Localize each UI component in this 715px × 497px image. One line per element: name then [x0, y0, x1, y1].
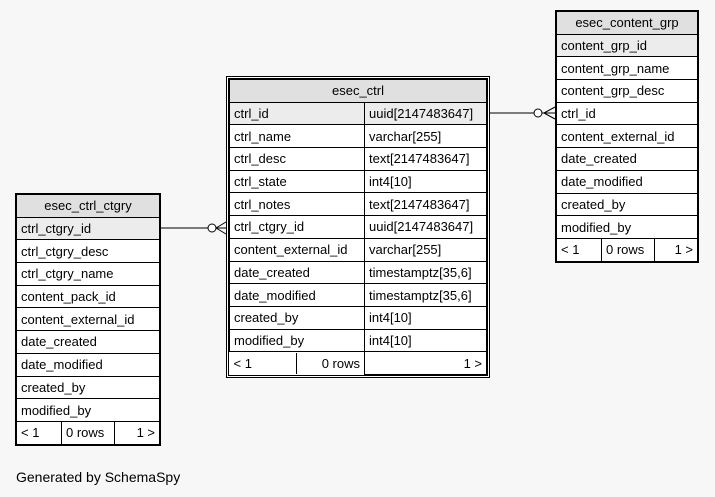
column-name[interactable]: ctrl_name	[230, 125, 365, 148]
column-type: timestamptz[35,6]	[365, 284, 487, 307]
column-type: int4[10]	[365, 306, 487, 329]
table-title[interactable]: esec_ctrl	[230, 80, 487, 103]
column-row[interactable]: date_created	[557, 148, 698, 171]
table-esec-ctrl[interactable]	[226, 76, 490, 378]
generated-by-label: Generated by SchemaSpy	[16, 469, 181, 485]
column-row[interactable]: ctrl_ctgry_desc	[17, 240, 160, 263]
column-row[interactable]: ctrl_ctgry_id	[17, 217, 160, 240]
column-row[interactable]: ctrl_ctgry_name	[17, 263, 160, 286]
column-type: text[2147483647]	[365, 193, 487, 216]
column-row[interactable]: content_external_id	[557, 125, 698, 148]
column-row[interactable]: content_grp_desc	[557, 80, 698, 103]
column-name[interactable]: created_by	[230, 306, 365, 329]
column-name[interactable]: ctrl_state	[230, 170, 365, 193]
table-esec-content-grp[interactable]	[555, 10, 699, 263]
column-row[interactable]: date_modified	[557, 170, 698, 193]
row-count: 0 rows	[321, 355, 360, 371]
children-count[interactable]: 1 >	[365, 352, 487, 375]
column-row[interactable]: content_external_id	[17, 308, 160, 331]
column-name[interactable]: ctrl_notes	[230, 193, 365, 216]
column-row[interactable]: modified_by	[17, 399, 160, 422]
children-count[interactable]: 1 >	[655, 238, 698, 261]
table-esec-ctrl-ctgry[interactable]	[15, 193, 161, 446]
column-row[interactable]: created_by	[557, 193, 698, 216]
column-type: timestamptz[35,6]	[365, 261, 487, 284]
column-row[interactable]: content_grp_id	[557, 34, 698, 57]
column-row[interactable]: date_created	[17, 331, 160, 354]
column-name[interactable]: content_external_id	[230, 238, 365, 261]
table-title[interactable]: esec_ctrl_ctgry	[17, 195, 160, 218]
column-row[interactable]: content_grp_name	[557, 57, 698, 80]
parents-count[interactable]: < 1	[230, 353, 297, 375]
column-name[interactable]: ctrl_id	[230, 102, 365, 125]
column-type: text[2147483647]	[365, 148, 487, 171]
column-row[interactable]: created_by	[17, 376, 160, 399]
column-type: uuid[2147483647]	[365, 216, 487, 239]
column-row[interactable]: content_pack_id	[17, 285, 160, 308]
column-row[interactable]: ctrl_id	[557, 102, 698, 125]
link-ctgry-to-ctrl	[160, 222, 226, 234]
column-name[interactable]: modified_by	[230, 329, 365, 352]
column-type: varchar[255]	[365, 238, 487, 261]
link-ctrl-to-content-grp	[489, 107, 555, 119]
column-row[interactable]: modified_by	[557, 216, 698, 239]
parents-count[interactable]: < 1	[17, 421, 62, 444]
column-type: int4[10]	[365, 170, 487, 193]
table-title[interactable]: esec_content_grp	[557, 12, 698, 35]
row-count: 0 rows	[602, 238, 655, 261]
column-type: uuid[2147483647]	[365, 102, 487, 125]
column-name[interactable]: ctrl_ctgry_id	[230, 216, 365, 239]
column-row[interactable]: date_modified	[17, 353, 160, 376]
children-count[interactable]: 1 >	[115, 421, 160, 444]
column-name[interactable]: ctrl_desc	[230, 148, 365, 171]
column-type: int4[10]	[365, 329, 487, 352]
parents-count[interactable]: < 1	[557, 238, 602, 261]
row-count: 0 rows	[62, 421, 115, 444]
column-type: varchar[255]	[365, 125, 487, 148]
column-name[interactable]: date_modified	[230, 284, 365, 307]
column-name[interactable]: date_created	[230, 261, 365, 284]
